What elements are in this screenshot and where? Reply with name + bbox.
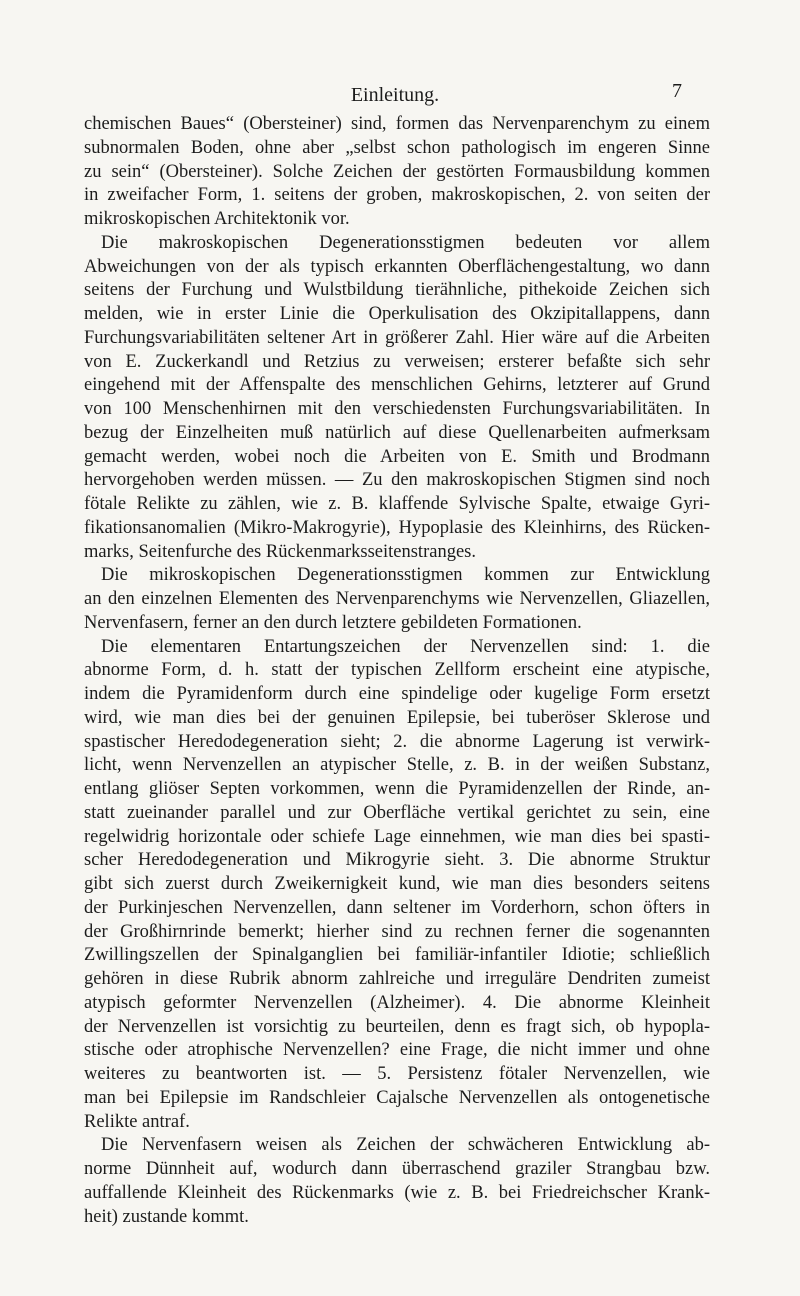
text-line: wird, wie man dies bei der genuinen Epilepsie, bei tuberöser Sklerose und bbox=[84, 707, 710, 728]
text-line: von 100 Menschenhirnen mit den verschiedensten Furchungsvariabilitäten. In bbox=[84, 399, 710, 419]
text-line: zu sein“ (Obersteiner). Solche Zeichen der gestörten Formausbildung kommen bbox=[84, 161, 710, 182]
text-line: licht, wenn Nervenzellen an atypischer Stelle, z. B. in der weißen Substanz, bbox=[84, 755, 710, 776]
text-line: Die Nervenfasern weisen als Zeichen der schwächeren Entwicklung ab- bbox=[101, 1135, 710, 1156]
text-line: Abweichungen von der als typisch erkannten Oberflächengestaltung, wo dann bbox=[84, 256, 710, 277]
text-line: der Purkinjeschen Nervenzellen, dann seltener im Vorderhorn, schon öfters in bbox=[84, 897, 710, 918]
text-line: spastischer Heredodegeneration sieht; 2. die abnorme Lagerung ist verwirk- bbox=[84, 731, 710, 752]
text-line: seitens der Furchung und Wulstbildung tierähnliche, pithekoide Zeichen sich bbox=[84, 280, 710, 301]
text-line: der Nervenzellen ist vorsichtig zu beurteilen, denn es fragt sich, ob hypopla- bbox=[84, 1016, 710, 1037]
running-head bbox=[0, 80, 800, 108]
text-line: eingehend mit der Affenspalte des menschlichen Gehirns, letzterer auf Grund bbox=[84, 375, 710, 396]
text-line: subnormalen Boden, ohne aber „selbst schon pathologisch im engeren Sinne bbox=[84, 137, 710, 158]
text-line: von E. Zuckerkandl und Retzius zu verweisen; ersterer befaßte sich sehr bbox=[84, 351, 710, 372]
text-line: fikationsanomalien (Mikro-Makrogyrie), Hypoplasie des Kleinhirns, des Rücken- bbox=[84, 517, 710, 538]
text-line: indem die Pyramidenform durch eine spindelige oder kugelige Form ersetzt bbox=[84, 684, 710, 704]
text-line: in zweifacher Form, 1. seitens der groben, makroskopischen, 2. von seiten der bbox=[84, 185, 710, 206]
text-line: bezug der Einzelheiten muß natürlich auf diese Quellenarbeiten aufmerksam bbox=[84, 422, 710, 443]
text-line: der Großhirnrinde bemerkt; hierher sind zu rechnen ferner die sogenannten bbox=[84, 921, 710, 942]
text-line: stische oder atrophische Nervenzellen? eine Frage, die nicht immer und ohne bbox=[84, 1040, 710, 1061]
text-line: entlang gliöser Septen vorkommen, wenn die Pyramidenzellen der Rinde, an- bbox=[84, 779, 710, 799]
text-line: Zwillingszellen der Spinalganglien bei familiär-infantiler Idiotie; schließlich bbox=[84, 945, 710, 966]
running-title: Einleitung. bbox=[350, 84, 440, 106]
page-number: 7 bbox=[672, 80, 682, 102]
text-line: chemischen Baues“ (Obersteiner) sind, formen das Nervenparenchym zu einem bbox=[84, 114, 710, 134]
text-line: man bei Epilepsie im Randschleier Cajalsche Nervenzellen als ontogenetische bbox=[84, 1087, 710, 1108]
text-line: Die mikroskopischen Degenerationsstigmen kommen zur Entwicklung bbox=[101, 565, 710, 586]
text-line: Relikte antraf. bbox=[84, 1111, 190, 1132]
text-line: weiteres zu beantworten ist. — 5. Persistenz fötaler Nervenzellen, wie bbox=[84, 1064, 710, 1084]
text-line: gemacht werden, wobei noch die Arbeiten von E. Smith und Brodmann bbox=[84, 446, 710, 467]
text-line: norme Dünnheit auf, wodurch dann überraschend graziler Strangbau bzw. bbox=[84, 1159, 710, 1179]
text-line: abnorme Form, d. h. statt der typischen Zellform erscheint eine atypische, bbox=[84, 660, 710, 681]
text-line: melden, wie in erster Linie die Operkulisation des Okzipitallappens, dann bbox=[84, 304, 710, 324]
text-line: statt zueinander parallel und zur Oberfläche vertikal gerichtet zu sein, eine bbox=[84, 802, 710, 823]
text-line: gehören in diese Rubrik abnorm zahlreiche und irreguläre Dendriten zumeist bbox=[84, 969, 710, 989]
text-line: regelwidrig horizontale oder schiefe Lage einnehmen, wie man dies bei spasti- bbox=[84, 826, 710, 847]
text-line: auffallende Kleinheit des Rückenmarks (wie z. B. bei Friedreichscher Krank- bbox=[84, 1182, 710, 1203]
text-line: fötale Relikte zu zählen, wie z. B. klaffende Sylvische Spalte, etwaige Gyri- bbox=[84, 494, 710, 514]
text-line: heit) zustande kommt. bbox=[84, 1206, 249, 1227]
text-line: atypisch geformter Nervenzellen (Alzheimer). 4. Die abnorme Kleinheit bbox=[84, 992, 710, 1013]
text-line: an den einzelnen Elementen des Nervenparenchyms wie Nervenzellen, Gliazellen, bbox=[84, 589, 710, 609]
text-line: Nervenfasern, ferner an den durch letztere gebildeten Formationen. bbox=[84, 612, 582, 633]
body-text bbox=[84, 113, 710, 1229]
text-line: scher Heredodegeneration und Mikrogyrie sieht. 3. Die abnorme Struktur bbox=[84, 850, 710, 871]
text-line: marks, Seitenfurche des Rückenmarksseitenstranges. bbox=[84, 541, 476, 562]
text-line: gibt sich zuerst durch Zweikernigkeit kund, wie man dies besonders seitens bbox=[84, 874, 710, 894]
text-line: hervorgehoben werden müssen. — Zu den makroskopischen Stigmen sind noch bbox=[84, 470, 710, 491]
text-line: mikroskopischen Architektonik vor. bbox=[84, 209, 350, 229]
text-line: Furchungsvariabilitäten seltener Art in größerer Zahl. Hier wäre auf die Arbeiten bbox=[84, 327, 710, 348]
text-line: Die makroskopischen Degenerationsstigmen bedeuten vor allem bbox=[101, 232, 710, 253]
text-line: Die elementaren Entartungszeichen der Nervenzellen sind: 1. die bbox=[101, 636, 710, 657]
